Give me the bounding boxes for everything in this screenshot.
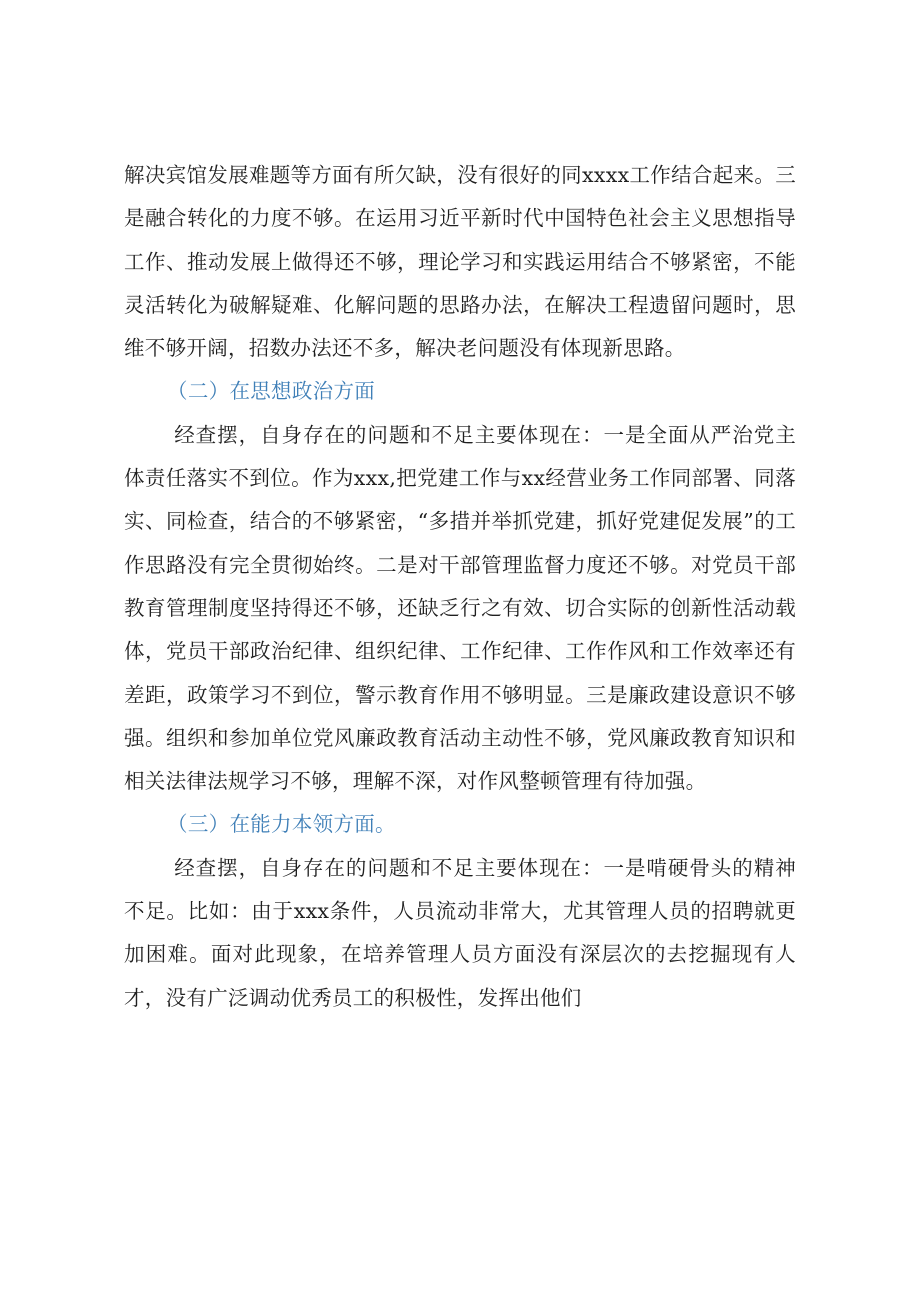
paragraph-ability: 经查摆，自身存在的问题和不足主要体现在：一是啃硬骨头的精神不足。比如：由于xxx条件，人员流动非常大，尤其管理人员的招聘就更加困难。面对此现象，在培养管理人员方面没有深层次的去挖掘现有人才，没有广泛调动优秀员工的积极性，发挥出他们 bbox=[124, 855, 796, 1010]
paragraph-continuation: 解决宾馆发展难题等方面有所欠缺，没有很好的同xxxx工作结合起来。三是融合转化的力度不够。在运用习近平新时代中国特色社会主义思想指导工作、推动发展上做得还不够，理论学习和实践运用结合不够紧密，不能灵活转化为破解疑难、化解问题的思路办法，在解决工程遗留问题时，思维不够开阔，招数办法还不多，解决老问题没有体现新思路。 bbox=[124, 163, 796, 361]
document-body bbox=[124, 154, 796, 1020]
section-heading-ability: （三）在能力本领方面。 bbox=[167, 812, 396, 837]
section-heading-ideology-politics: （二）在思想政治方面 bbox=[167, 379, 376, 404]
paragraph-ideology-politics: 经查摆，自身存在的问题和不足主要体现在：一是全面从严治党主体责任落实不到位。作为xxx,把党建工作与xx经营业务工作同部署、同落实、同检查，结合的不够紧密，“多措并举抓党建，抓好党建促发展”的工作思路没有完全贯彻始终。二是对干部管理监督力度还不够。对党员干部教育管理制度坚持得还不够，还缺乏行之有效、切合实际的创新性活动载体，党员干部政治纪律、组织纪律、工作纪律、工作作风和工作效率还有差距，政策学习不到位，警示教育作用不够明显。三是廉政建设意识不够强。组织和参加单位党风廉政教育活动主动性不够，党风廉政教育知识和相关法律法规学习不够，理解不深，对作风整顿管理有待加强。 bbox=[124, 422, 796, 794]
